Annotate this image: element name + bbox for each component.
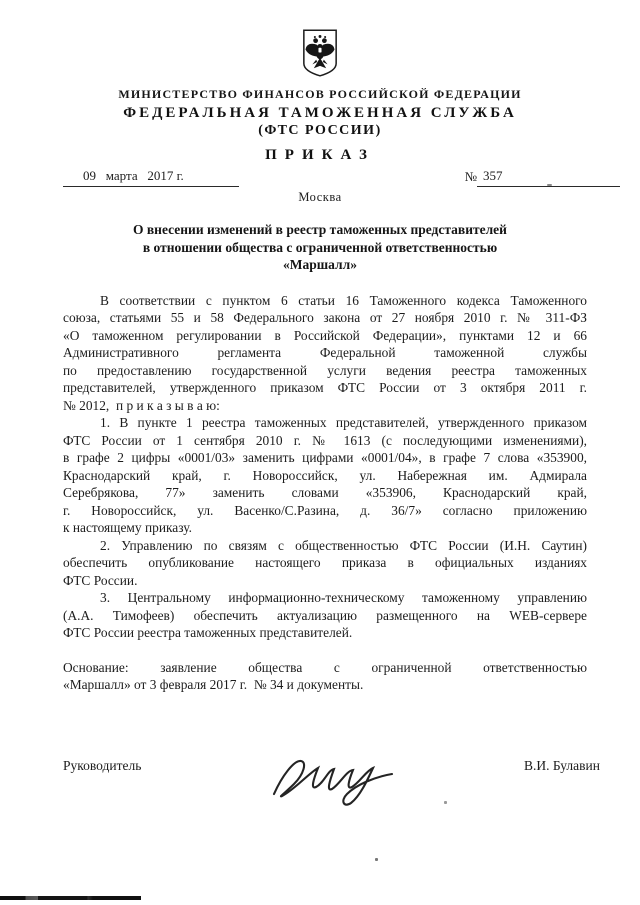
text-line: 3. Центральному информационно-техническому таможенному управлению (100, 590, 587, 605)
scan-speck (375, 858, 378, 861)
text-line: 2. Управлению по связям с общественностью ФТС России (И.Н. Саутин) (100, 537, 587, 553)
text-line: «О таможенном регулировании в Российской Федерации», пунктами 12 и 66 (63, 327, 587, 343)
issuing-city: Москва (298, 190, 342, 204)
text-line: к настоящему приказу. (63, 520, 192, 535)
number-sign: № (464, 169, 477, 184)
order-title-line: О внесении изменений в реестр таможенных представителей (133, 222, 507, 237)
signature-block (63, 746, 600, 808)
ministry-name: МИНИСТЕРСТВО ФИНАНСОВ РОССИЙСКОЙ ФЕДЕРАЦИИ (118, 87, 522, 101)
order-number: 357 (477, 168, 620, 187)
text-line: Административного регламента Федеральной таможенной службы (63, 345, 587, 360)
order-number-block (465, 168, 620, 187)
text-line: представителей, утвержденного приказом ФТС России от 3 октября 2011 г. (63, 380, 587, 395)
scan-speck (547, 184, 552, 186)
order-title (85, 221, 555, 274)
document-type-heading: ПРИКАЗ (265, 147, 375, 163)
text-line: ФТС России. (63, 572, 138, 588)
text-line: союза, статьями 55 и 58 Федерального закона от 27 ноября 2010 г. № 311-ФЗ (63, 310, 587, 325)
russia-coat-of-arms-icon (301, 28, 339, 78)
text-line: по предоставлению государственной услуги ведения реестра таможенных (63, 362, 587, 378)
date-number-row (0, 168, 640, 187)
order-date: 09 марта 2017 г. (63, 168, 239, 187)
text-line: В соответствии с пунктом 6 статьи 16 Таможенного кодекса Таможенного (100, 292, 587, 308)
text-line: г. Новороссийск, ул. Васенко/С.Разина, д. 36/7» согласно приложению (63, 502, 587, 518)
order-title-line: в отношении общества с ограниченной ответственностью (142, 239, 498, 255)
text-line: Краснодарский край, г. Новороссийск, ул. Набережная им. Адмирала (63, 467, 587, 483)
emblem-container (0, 0, 640, 78)
basis-paragraph (63, 659, 587, 694)
agency-abbreviation: (ФТС РОССИИ) (258, 123, 382, 138)
text-line: ФТС России от 1 сентября 2010 г. № 1613 (с последующими изменениями), (63, 432, 587, 448)
order-body (63, 292, 587, 642)
order-title-line: «Маршалл» (283, 257, 357, 272)
text-line: 1. В пункте 1 реестра таможенных представителей, утвержденного приказом (100, 415, 587, 430)
text-line: (А.А. Тимофеев) обеспечить актуализацию размещенного на WEB-сервере (63, 607, 587, 623)
text-line: Основание: заявление общества с ограниченной ответственностью (63, 659, 587, 675)
text-line: обеспечить опубликование настоящего приказа в официальных изданиях (63, 555, 587, 570)
text-line: № 2012, п р и к а з ы в а ю: (63, 397, 220, 413)
handwritten-signature-icon (268, 746, 398, 808)
scan-speck (444, 801, 447, 804)
text-line: Серебрякова, 77» заменить словами «353906, Краснодарский край, (63, 485, 587, 500)
signer-role: Руководитель (63, 757, 142, 773)
signer-name: В.И. Булавин (523, 757, 600, 773)
agency-name: ФЕДЕРАЛЬНАЯ ТАМОЖЕННАЯ СЛУЖБА (123, 105, 517, 121)
text-line: в графе 2 цифры «0001/03» заменить цифрами «0001/04», в графе 7 слова «353900, (63, 450, 587, 465)
text-line: ФТС России реестра таможенных представителей. (63, 625, 353, 640)
text-line: «Маршалл» от 3 февраля 2017 г. № 34 и документы. (63, 677, 364, 692)
scan-artifact-bar (0, 896, 141, 900)
